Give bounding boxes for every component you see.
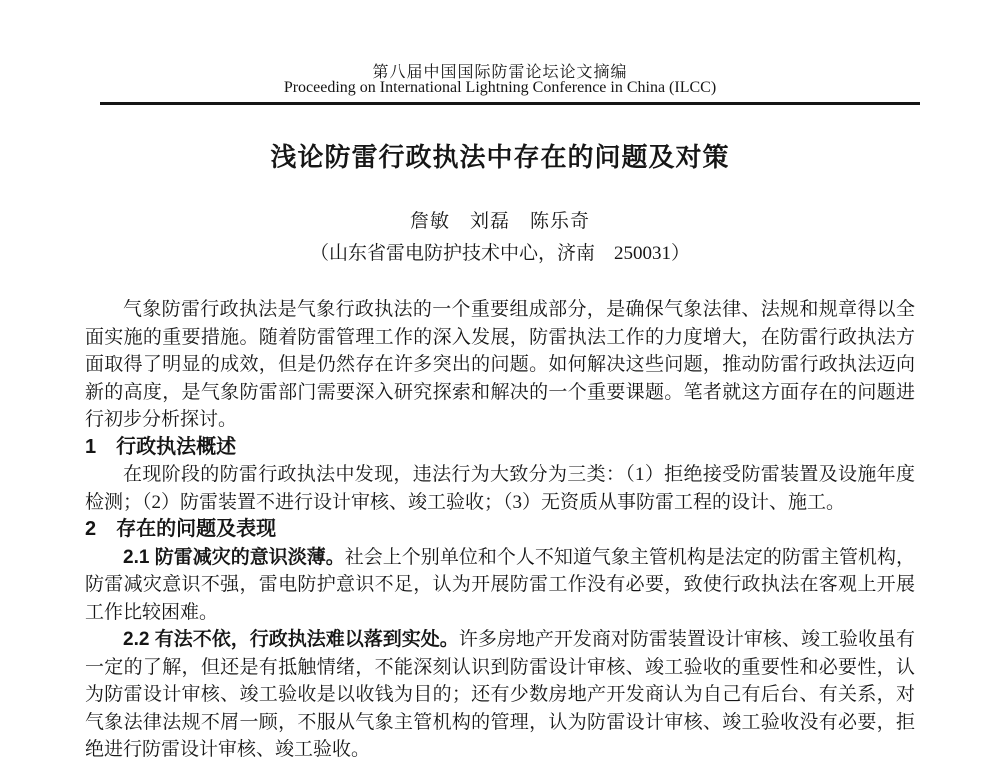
body-line: 检测；（2）防雷装置不进行设计审核、竣工验收；（3）无资质从事防雷工程的设计、施工。 bbox=[85, 491, 846, 513]
body-line: 为防雷设计审核、竣工验收是以收钱为目的；还有少数房地产开发商认为自己有后台、有关系，对 bbox=[85, 684, 915, 705]
body-line: 防雷减灾意识不强，雷电防护意识不足，认为开展防雷工作没有必要，致使行政执法在客观上开展 bbox=[85, 574, 915, 595]
body-line: 面取得了明显的成效，但是仍然存在许多突出的问题。如何解决这些问题，推动防雷行政执法迈向 bbox=[85, 354, 915, 375]
paper-title: 浅论防雷行政执法中存在的问题及对策 bbox=[270, 142, 730, 172]
authors-line: 詹敏 刘磊 陈乐奇 bbox=[409, 211, 590, 232]
body-line: 气象防雷行政执法是气象行政执法的一个重要组成部分，是确保气象法律、法规和规章得以全 bbox=[123, 299, 915, 320]
subsection-lead-2-2: 2.2 有法不依，行政执法难以落到实处。 bbox=[123, 629, 459, 650]
header-rule bbox=[100, 102, 920, 105]
conference-header-zh: 第八届中国国际防雷论坛论文摘编 bbox=[372, 64, 628, 81]
subsection-lead-2-1: 2.1 防雷减灾的意识淡薄。 bbox=[123, 546, 345, 568]
body-line: 气象法律法规不屑一顾，不服从气象主管机构的管理，认为防雷设计审核、竣工验收没有必要，拒 bbox=[85, 711, 915, 733]
body-line: 工作比较困难。 bbox=[85, 601, 219, 623]
body-line-text: 许多房地产开发商对防雷装置设计审核、竣工验收虽有 bbox=[458, 629, 915, 650]
body-line: 行初步分析探讨。 bbox=[85, 409, 238, 430]
body-line bbox=[85, 626, 915, 654]
body-line: 面实施的重要措施。随着防雷管理工作的深入发展，防雷执法工作的力度增大，在防雷行政执法方 bbox=[85, 326, 915, 348]
body-line-text: 社会上个别单位和个人不知道气象主管机构是法定的防雷主管机构， bbox=[344, 546, 915, 568]
body-line: 新的高度，是气象防雷部门需要深入研究探索和解决的一个重要课题。笔者就这方面存在的问题进 bbox=[85, 381, 915, 403]
body-line: 在现阶段的防雷行政执法中发现，违法行为大致分为三类：（1）拒绝接受防雷装置及设施年度 bbox=[123, 464, 915, 485]
conference-header-en: Proceeding on International Lightning Conference in China (ILCC) bbox=[283, 79, 717, 96]
affiliation-line: （山东省雷电防护技术中心，济南 250031） bbox=[309, 243, 690, 264]
section-heading-2: 2 存在的问题及表现 bbox=[85, 518, 277, 540]
section-heading-1: 1 行政执法概述 bbox=[85, 435, 237, 458]
body-line: 绝进行防雷设计审核、竣工验收。 bbox=[85, 739, 371, 760]
body-text bbox=[85, 296, 915, 760]
body-line bbox=[85, 544, 915, 572]
body-line: 一定的了解，但还是有抵触情绪，不能深刻认识到防雷设计审核、竣工验收的重要性和必要性，认 bbox=[85, 656, 915, 678]
